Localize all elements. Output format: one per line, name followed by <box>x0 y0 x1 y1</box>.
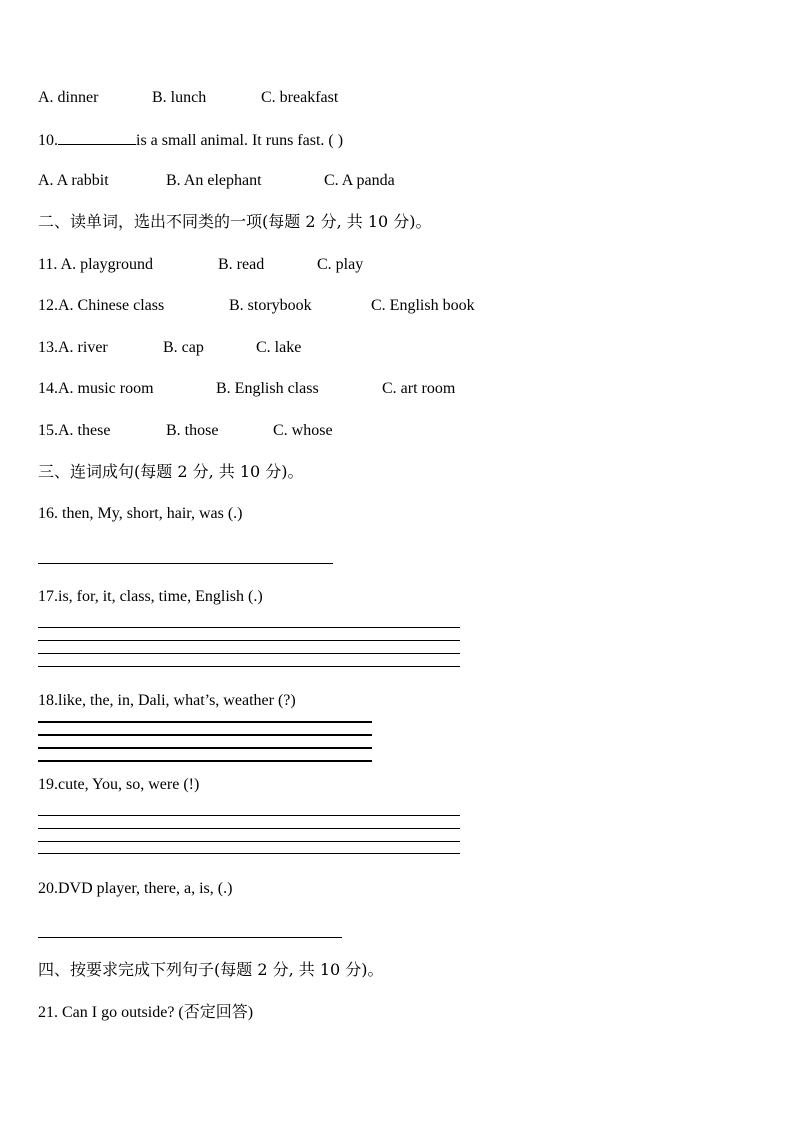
q12 <box>38 296 475 316</box>
q13-option-b: B. cap <box>163 339 204 356</box>
q16-text: . then, My, short, hair, was (.) <box>54 505 243 522</box>
q19-answer-line-1[interactable] <box>38 815 460 816</box>
q10-number: 10. <box>38 132 58 149</box>
q9-option-a: A. dinner <box>38 89 99 106</box>
q11-option-b: B. read <box>218 256 265 273</box>
q17-answer-line-1[interactable] <box>38 627 460 628</box>
q20-answer-line[interactable] <box>38 937 342 938</box>
q11 <box>38 255 363 275</box>
q14 <box>38 379 455 399</box>
q14-number: 14 <box>38 380 54 397</box>
q21-number: 21 <box>38 1004 54 1021</box>
q17-answer-line-3[interactable] <box>38 653 460 654</box>
q15-option-b: B. those <box>166 422 219 439</box>
q17-prompt <box>38 587 263 607</box>
q20-prompt <box>38 879 232 899</box>
q10-options <box>38 171 395 191</box>
q21-prompt <box>38 1003 253 1023</box>
q13-number: 13 <box>38 339 54 356</box>
q20-text: .DVD player, there, a, is, (.) <box>54 880 233 897</box>
q21-text: . Can I go outside? (否定回答) <box>54 1004 254 1021</box>
q17-number: 17 <box>38 588 54 605</box>
q20-number: 20 <box>38 880 54 897</box>
q12-option-b: B. storybook <box>229 297 312 314</box>
q10-text: is a small animal. It runs fast. ( ) <box>136 132 344 149</box>
q11-option-c: C. play <box>317 256 364 273</box>
q16-number: 16 <box>38 505 54 522</box>
q16-prompt <box>38 504 243 524</box>
q19-number: 19 <box>38 776 54 793</box>
q12-option-a: .A. Chinese class <box>54 297 165 314</box>
q9-option-c: C. breakfast <box>261 89 339 106</box>
q10-option-b: B. An elephant <box>166 172 262 189</box>
q13 <box>38 338 301 358</box>
q19-prompt <box>38 775 199 795</box>
q18-text: .like, the, in, Dali, what’s, weather (?) <box>54 692 296 709</box>
q15-option-a: .A. these <box>54 422 111 439</box>
section-2-heading: 二、读单词，选出不同类的一项(每题 2 分, 共 10 分)。 <box>38 212 432 231</box>
q17-answer-line-4[interactable] <box>38 666 460 667</box>
q9-options <box>38 88 338 108</box>
q10-option-c: C. A panda <box>324 172 395 189</box>
q19-answer-line-2[interactable] <box>38 828 460 829</box>
q12-number: 12 <box>38 297 54 314</box>
q18-number: 18 <box>38 692 54 709</box>
q15-option-c: C. whose <box>273 422 333 439</box>
q18-answer-line-3[interactable] <box>38 747 372 749</box>
q18-prompt <box>38 691 296 711</box>
section-4-heading: 四、按要求完成下列句子(每题 2 分, 共 10 分)。 <box>38 960 384 979</box>
q19-answer-line-4[interactable] <box>38 853 460 854</box>
q13-option-c: C. lake <box>256 339 302 356</box>
q12-option-c: C. English book <box>371 297 475 314</box>
q19-text: .cute, You, so, were (!) <box>54 776 200 793</box>
q19-answer-line-3[interactable] <box>38 841 460 842</box>
q18-answer-line-2[interactable] <box>38 734 372 736</box>
q17-answer-line-2[interactable] <box>38 640 460 641</box>
q18-answer-line-1[interactable] <box>38 721 372 723</box>
q15-number: 15 <box>38 422 54 439</box>
q17-text: .is, for, it, class, time, English (.) <box>54 588 263 605</box>
q16-answer-line[interactable] <box>38 563 333 564</box>
q10-blank <box>58 130 136 145</box>
q9-option-b: B. lunch <box>152 89 207 106</box>
q11-option-a: . A. playground <box>53 256 153 273</box>
section-3-heading: 三、连词成句(每题 2 分, 共 10 分)。 <box>38 462 304 481</box>
q14-option-c: C. art room <box>382 380 456 397</box>
q10-stem <box>38 130 343 151</box>
q14-option-a: .A. music room <box>54 380 154 397</box>
q13-option-a: .A. river <box>54 339 108 356</box>
q10-option-a: A. A rabbit <box>38 172 109 189</box>
q11-number: 11 <box>38 256 54 273</box>
q14-option-b: B. English class <box>216 380 319 397</box>
q18-answer-line-4[interactable] <box>38 760 372 762</box>
q15 <box>38 421 333 441</box>
